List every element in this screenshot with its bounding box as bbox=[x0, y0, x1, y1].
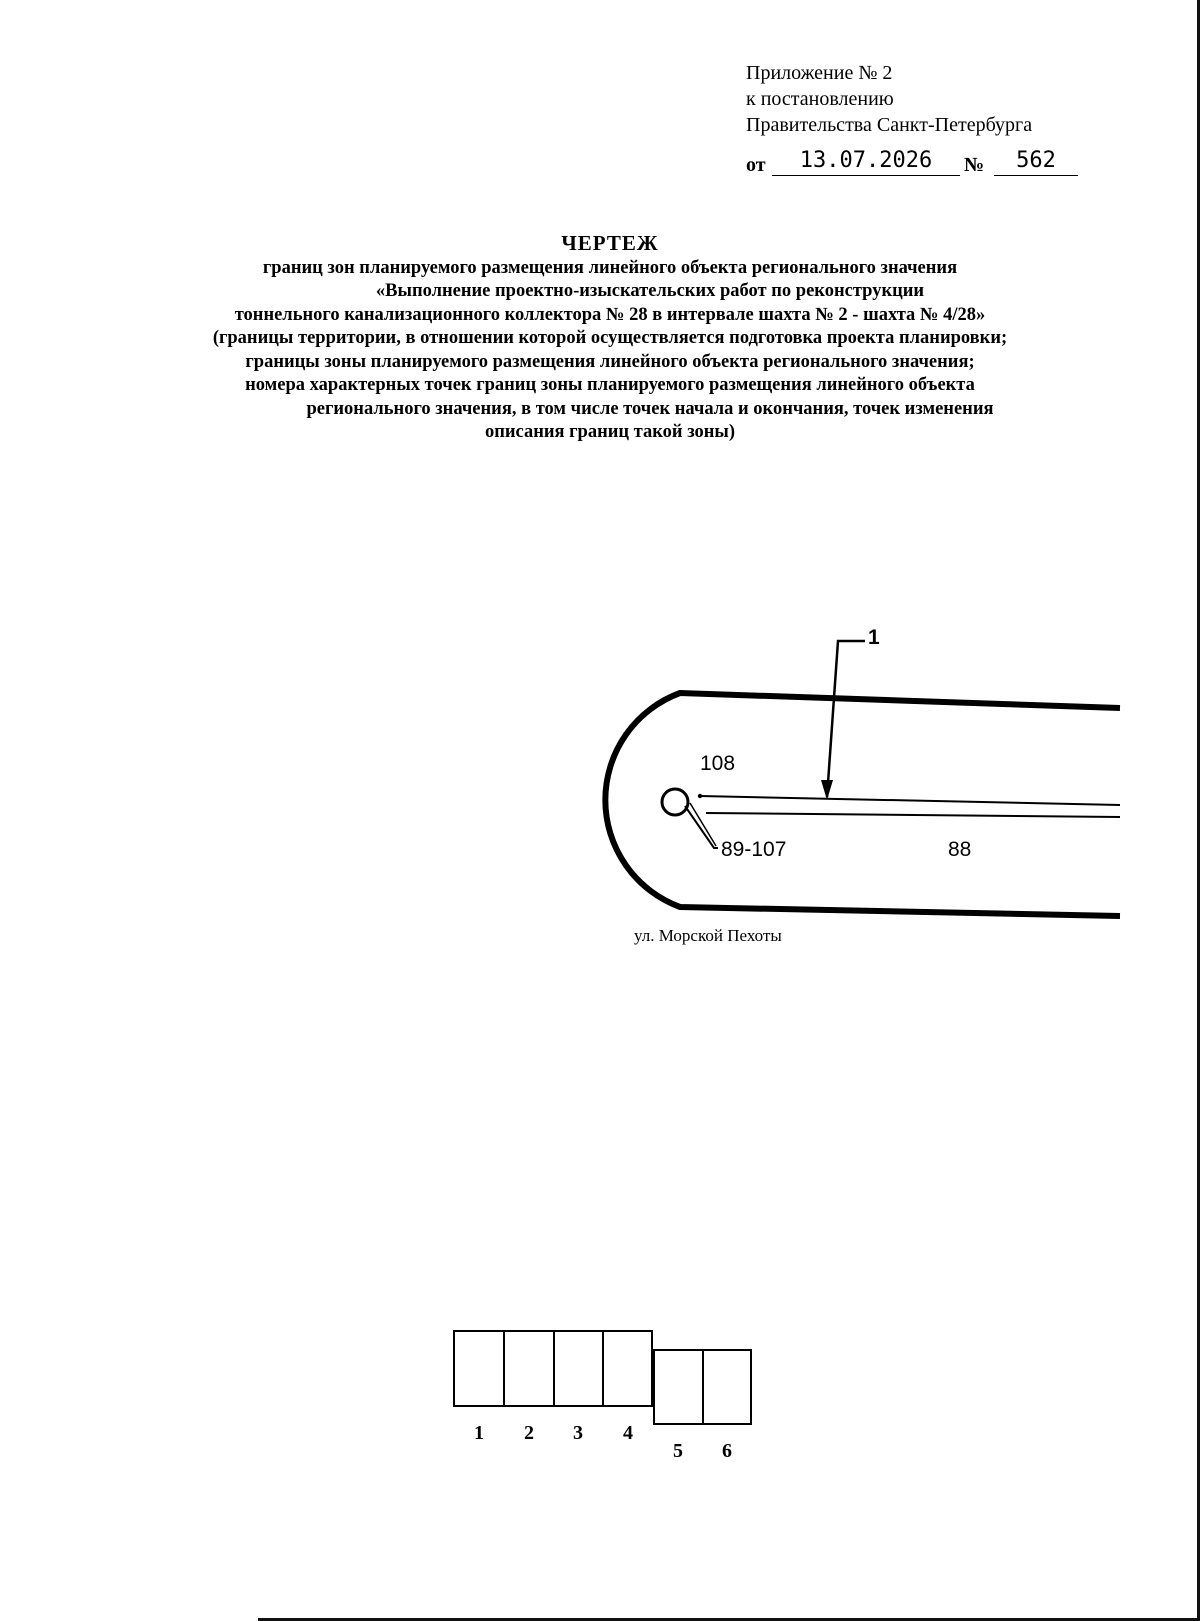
date-value: 13.07.2026 bbox=[772, 148, 960, 176]
title-line-5: границы зоны планируемого размещения линейного объекта регионального значения; bbox=[245, 351, 975, 372]
leader-89-107-b bbox=[690, 803, 716, 846]
annex-line-2: к постановлению bbox=[746, 88, 894, 110]
sheet-number-1: 1 bbox=[474, 1422, 484, 1444]
point-label-range: 89-107 bbox=[721, 838, 787, 861]
annex-line-1: Приложение № 2 bbox=[746, 62, 893, 84]
sheet-cell-1 bbox=[454, 1331, 504, 1406]
title-line-3: тоннельного канализационного коллектора № 28 в интервале шахта № 2 - шахта № 4/28» bbox=[234, 304, 986, 325]
street-label: ул. Морской Пехоты bbox=[634, 926, 782, 945]
callout-arrowhead bbox=[821, 780, 833, 800]
title-line-1: границ зон планируемого размещения линейного объекта регионального значения bbox=[262, 257, 958, 278]
sheet-cell-3 bbox=[554, 1331, 603, 1406]
title-line-2: «Выполнение проектно-изыскательских работ по реконструкции bbox=[375, 281, 925, 301]
sheet-cell-2 bbox=[504, 1331, 554, 1406]
number-value: 562 bbox=[994, 148, 1078, 176]
point-label-right: 88 bbox=[948, 838, 972, 861]
zone-line-top bbox=[700, 796, 1120, 805]
sheet-cell-4 bbox=[603, 1331, 652, 1406]
title-line-6: номера характерных точек границ зоны планируемого размещения линейного объекта bbox=[245, 375, 975, 395]
zone-line-bottom bbox=[706, 813, 1120, 817]
annex-line-3: Правительства Санкт-Петербурга bbox=[746, 114, 1033, 136]
sheet-number-4: 4 bbox=[623, 1422, 633, 1444]
territory-boundary bbox=[605, 693, 1120, 916]
title-line-8: описания границ такой зоны) bbox=[484, 422, 736, 442]
date-prefix: от bbox=[746, 154, 766, 176]
sheet-number-3: 3 bbox=[573, 1422, 583, 1444]
number-prefix: № bbox=[964, 154, 985, 176]
title-line-4: (границы территории, в отношении которой осуществляется подготовка проекта планировки; bbox=[212, 328, 1008, 348]
callout-label: 1 bbox=[868, 626, 880, 649]
sheet-number-2: 2 bbox=[524, 1422, 534, 1444]
sheet-cell-5 bbox=[654, 1350, 703, 1424]
sheet-number-5: 5 bbox=[673, 1440, 683, 1462]
shaft-circle bbox=[662, 789, 688, 815]
callout-leader bbox=[827, 641, 865, 797]
sheet-cell-6 bbox=[703, 1350, 751, 1424]
title-line-7: регионального значения, в том числе точек начала и окончания, точек изменения bbox=[306, 398, 994, 419]
sheet-number-6: 6 bbox=[722, 1440, 732, 1462]
drawing-title: ЧЕРТЕЖ bbox=[561, 231, 659, 255]
point-label-top: 108 bbox=[700, 752, 736, 775]
sheet-index bbox=[454, 1331, 751, 1424]
point-108-marker bbox=[698, 794, 702, 798]
